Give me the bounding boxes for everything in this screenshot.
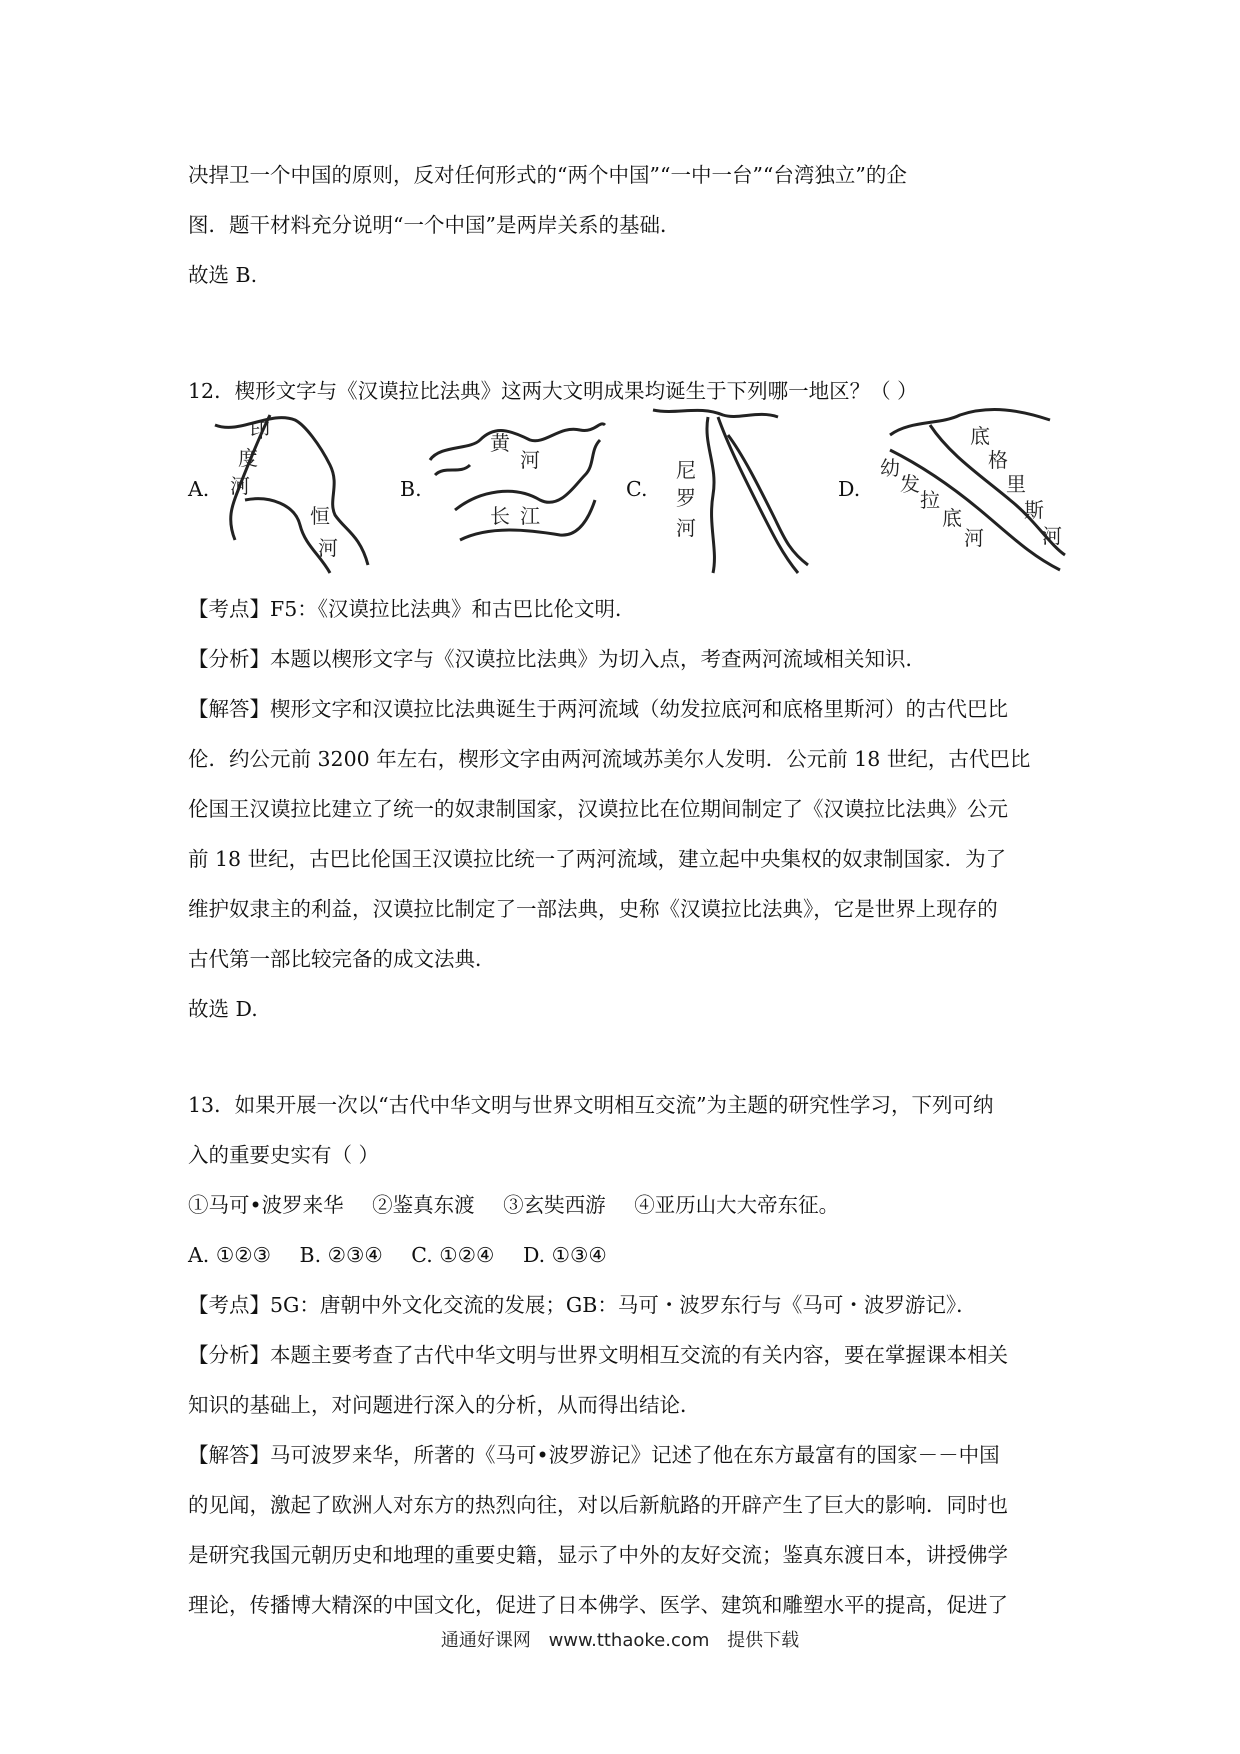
map-option-b	[420, 405, 610, 579]
text-line: 【解答】马可波罗来华，所著的《马可•波罗游记》记述了他在东方最富有的国家－－中国	[188, 1443, 1000, 1467]
option-a-label: A.	[188, 477, 210, 501]
choice: B. ②③④	[299, 1243, 383, 1267]
text-line: 古代第一部比较完备的成文法典．	[188, 947, 496, 971]
map-d-char: 拉	[920, 488, 940, 512]
map-a-char: 印	[250, 418, 270, 442]
map-d-char: 斯	[1024, 498, 1044, 522]
text-line: 知识的基础上，对问题进行深入的分析，从而得出结论．	[188, 1393, 701, 1417]
text-line: 图．题干材料充分说明“一个中国”是两岸关系的基础．	[188, 213, 681, 237]
item: ③玄奘西游	[503, 1193, 606, 1217]
item: ②鉴真东渡	[372, 1193, 475, 1217]
text-line: 【分析】本题以楔形文字与《汉谟拉比法典》为切入点，考查两河流域相关知识．	[188, 647, 926, 671]
question-13	[188, 1080, 1068, 1630]
text-line: 【考点】5G：唐朝中外文化交流的发展；GB：马可・波罗东行与《马可・波罗游记》．	[188, 1293, 977, 1317]
option-d-label: D.	[838, 477, 861, 501]
option-b-label: B.	[400, 477, 422, 501]
map-c-char: 尼	[676, 458, 696, 482]
map-option-a	[210, 405, 380, 579]
map-a-char: 度	[238, 446, 258, 470]
item: ④亚历山大大帝东征。	[634, 1193, 840, 1217]
text-line: 的见闻，激起了欧洲人对东方的热烈向往，对以后新航路的开辟产生了巨大的影响．同时也	[188, 1493, 1008, 1517]
map-b-char: 长	[490, 504, 510, 528]
text-line: 决捍卫一个中国的原则，反对任何形式的“两个中国”“一中一台”“台湾独立”的企	[188, 163, 907, 187]
top-paragraph	[188, 150, 1068, 300]
map-b-char: 江	[520, 504, 540, 528]
page-footer	[0, 1626, 1240, 1652]
map-a-char: 恒	[310, 504, 330, 528]
question-13-items	[188, 1180, 1068, 1230]
map-b-char: 河	[520, 448, 540, 472]
question-12-analysis	[188, 584, 1068, 1034]
text-line: 伦国王汉谟拉比建立了统一的奴隶制国家，汉谟拉比在位期间制定了《汉谟拉比法典》公元	[188, 797, 1008, 821]
map-d-char: 河	[964, 526, 984, 550]
option-c-label: C.	[626, 477, 648, 501]
map-b-char: 黄	[490, 431, 510, 455]
text-line: 维护奴隶主的利益，汉谟拉比制定了一部法典，史称《汉谟拉比法典》，它是世界上现存的	[188, 897, 998, 921]
footer-suffix: 提供下载	[727, 1630, 800, 1651]
map-d-char: 幼	[880, 456, 900, 480]
text-line: 前 18 世纪，古巴比伦国王汉谟拉比统一了两河流域，建立起中央集权的奴隶制国家．为了	[188, 847, 1007, 871]
map-option-c	[648, 405, 818, 579]
map-option-d	[860, 405, 1070, 579]
text-line: 13．如果开展一次以“古代中华文明与世界文明相互交流”为主题的研究性学习，下列可纳	[188, 1093, 994, 1117]
map-d-char: 河	[1042, 524, 1062, 548]
question-12-map-options	[188, 405, 1068, 585]
text-line: 是研究我国元朝历史和地理的重要史籍，显示了中外的友好交流；鉴真东渡日本，讲授佛学	[188, 1543, 1008, 1567]
map-c-char: 河	[676, 516, 696, 540]
map-d-char: 底	[970, 424, 990, 448]
question-12-stem: 12．楔形文字与《汉谟拉比法典》这两大文明成果均诞生于下列哪一地区？（ ）	[188, 379, 918, 403]
choice: A. ①②③	[188, 1243, 271, 1267]
footer-site-name: 通通好课网	[440, 1630, 531, 1651]
text-line: 伦．约公元前 3200 年左右，楔形文字由两河流域苏美尔人发明．公元前 18 世纪，古代巴比	[188, 747, 1031, 771]
footer-url[interactable]: www.tthaoke.com	[548, 1630, 710, 1651]
text-line: 【分析】本题主要考查了古代中华文明与世界文明相互交流的有关内容，要在掌握课本相关	[188, 1343, 1008, 1367]
map-d-char: 格	[988, 448, 1008, 472]
choice: D. ①③④	[522, 1243, 607, 1267]
map-d-char: 发	[900, 472, 920, 496]
map-d-char: 底	[942, 506, 962, 530]
map-a-char: 河	[318, 536, 338, 560]
choice: C. ①②④	[411, 1243, 495, 1267]
text-line: 故选 B.	[188, 263, 258, 287]
text-line: 入的重要史实有（ ）	[188, 1143, 380, 1167]
text-line: 故选 D.	[188, 997, 258, 1021]
text-line: 【考点】F5：《汉谟拉比法典》和古巴比伦文明．	[188, 597, 636, 621]
map-c-char: 罗	[676, 486, 696, 510]
text-line: 【解答】楔形文字和汉谟拉比法典诞生于两河流域（幼发拉底河和底格里斯河）的古代巴比	[188, 697, 1008, 721]
item: ①马可•波罗来华	[188, 1193, 344, 1217]
question-13-choices	[188, 1230, 1068, 1280]
text-line: 理论，传播博大精深的中国文化，促进了日本佛学、医学、建筑和雕塑水平的提高，促进了	[188, 1593, 1008, 1617]
map-d-char: 里	[1006, 472, 1026, 496]
map-a-char: 河	[230, 474, 250, 498]
